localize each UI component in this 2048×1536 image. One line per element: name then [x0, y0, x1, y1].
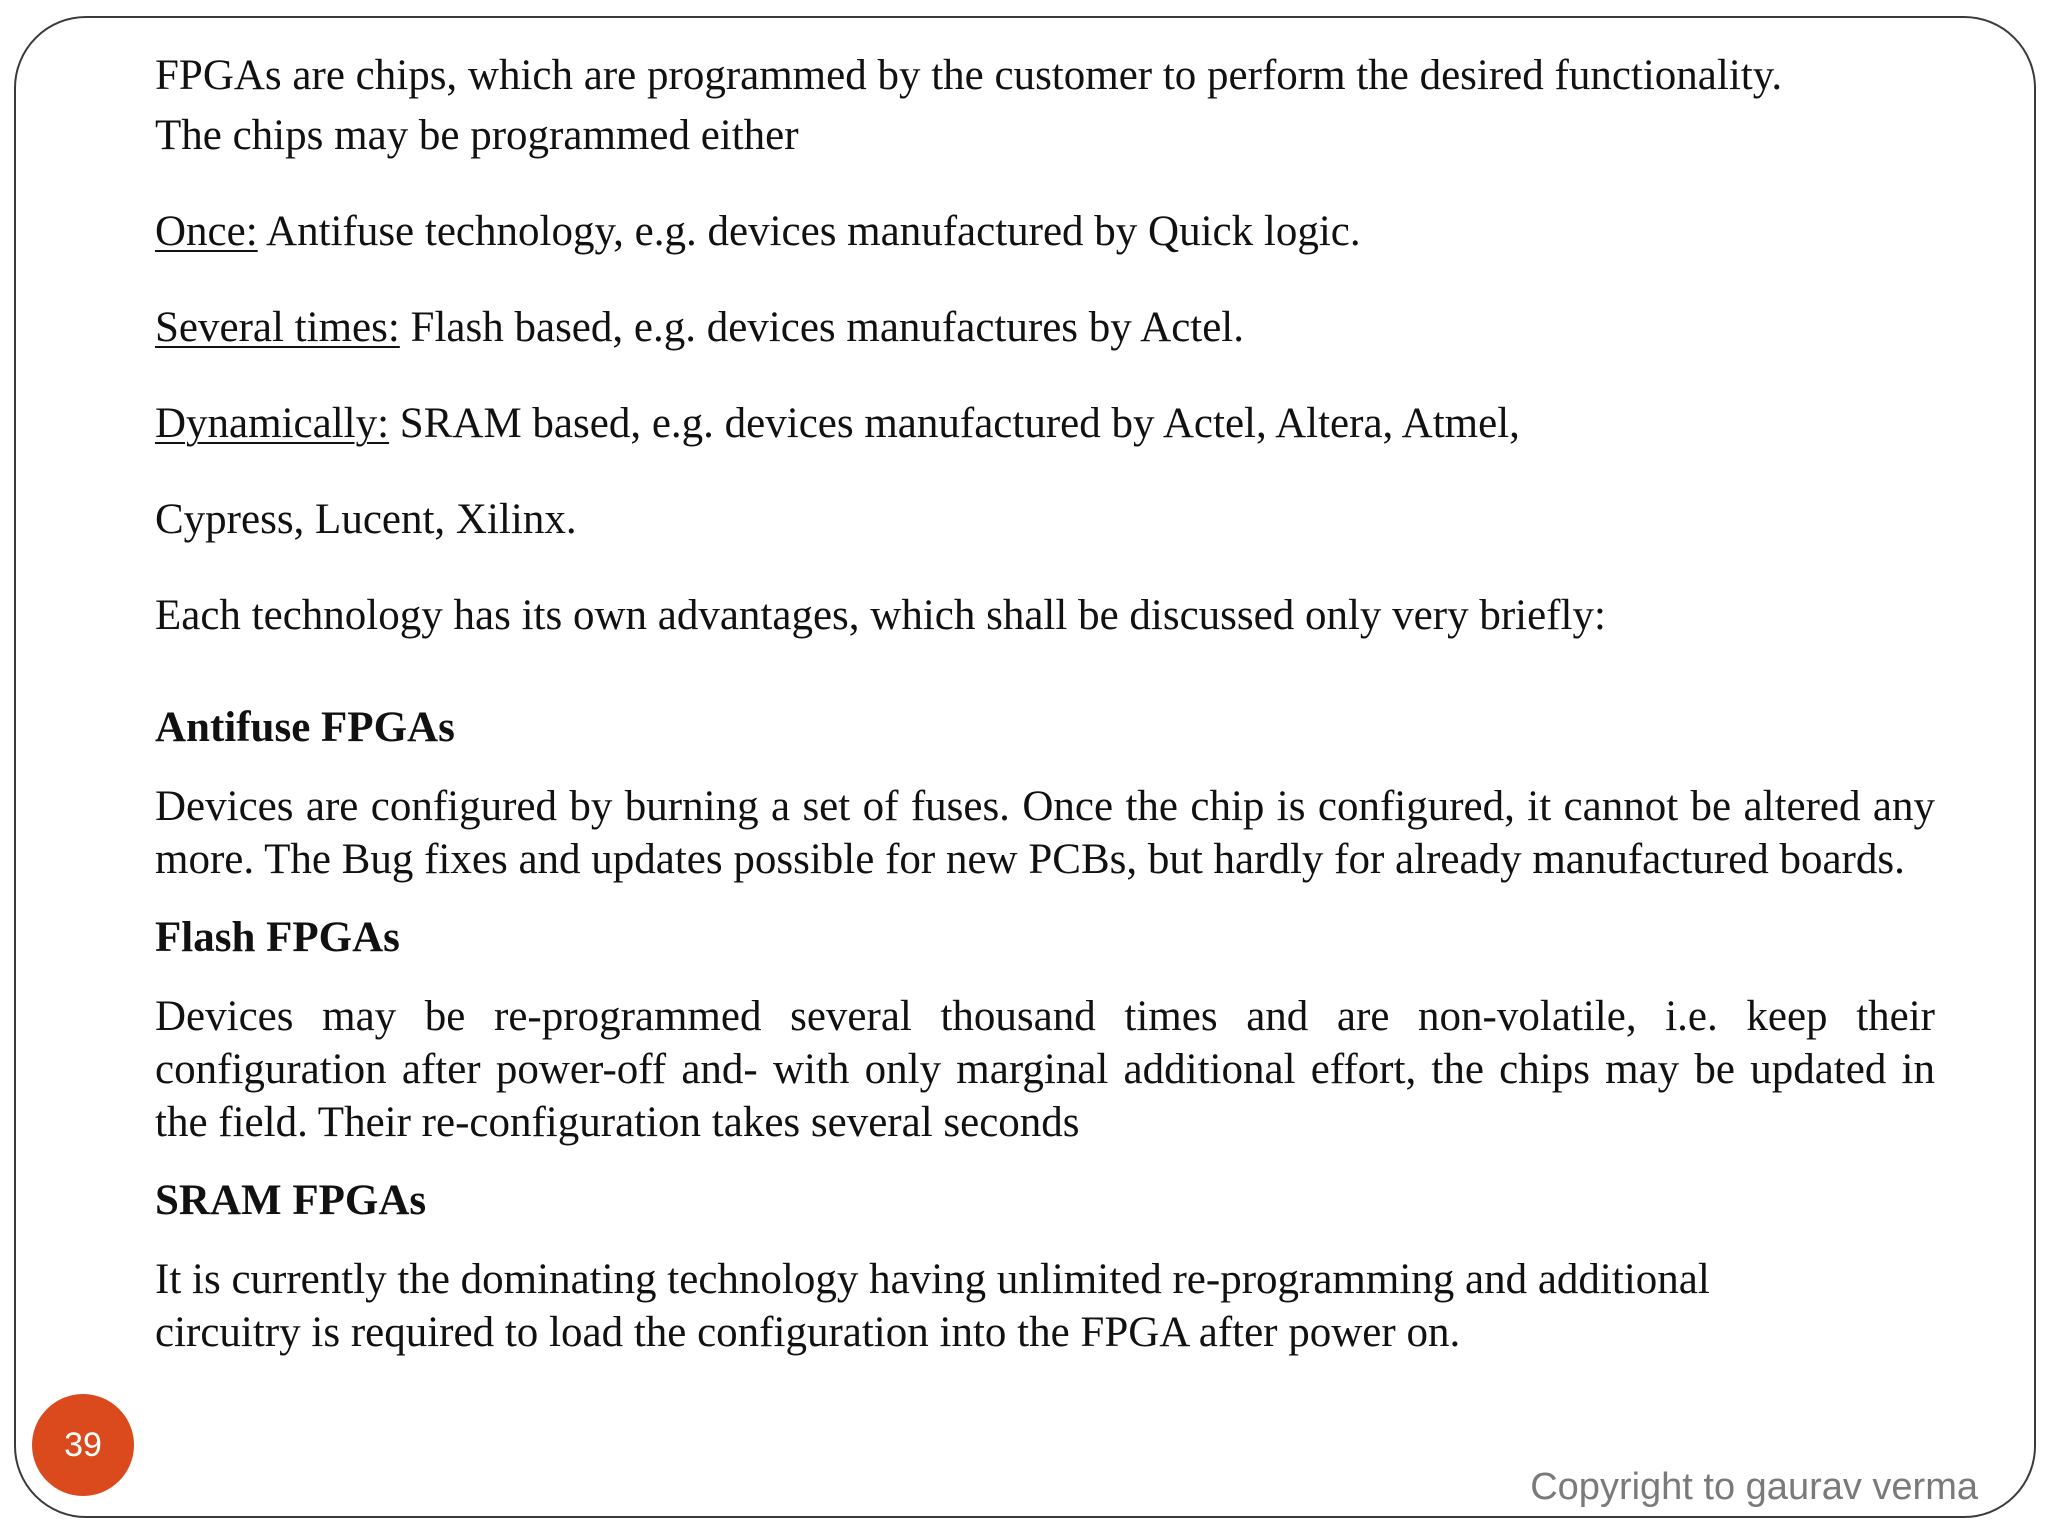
item-once: [155, 202, 1935, 262]
term-once: Once:: [155, 208, 258, 255]
heading-flash: Flash FPGAs: [155, 914, 400, 961]
body-sram-line-2: circuitry is required to load the configuration into the FPGA after power on.: [155, 1309, 1461, 1356]
page-number-badge: 39: [32, 1394, 134, 1496]
term-several-times: Several times:: [155, 304, 400, 351]
vendor-continuation: Cypress, Lucent, Xilinx.: [155, 496, 577, 543]
body-sram-line-1: It is currently the dominating technology having unlimited re-programming and additional: [155, 1256, 1710, 1303]
body-antifuse: Devices are configured by burning a set of fuses. Once the chip is configured, it cannot be altered any more. The Bug fixes and updates possible for new PCBs, but hardly for already manufactured boards.: [155, 783, 1935, 883]
heading-antifuse: Antifuse FPGAs: [155, 704, 455, 751]
text-several-times: Flash based, e.g. devices manufactures by Actel.: [399, 304, 1245, 351]
intro-line-2: The chips may be programmed either: [155, 112, 799, 159]
copyright-text: Copyright to gaurav verma: [1530, 1466, 1978, 1508]
heading-sram: SRAM FPGAs: [155, 1177, 427, 1224]
intro-line-1: FPGAs are chips, which are programmed by the customer to perform the desired functionality.: [155, 52, 1783, 99]
term-dynamically: Dynamically:: [155, 400, 390, 447]
slide-content: [155, 46, 1935, 1359]
item-several-times: [155, 298, 1935, 358]
text-dynamically: SRAM based, e.g. devices manufactured by Actel, Altera, Atmel,: [389, 400, 1520, 447]
summary-line: Each technology has its own advantages, which shall be discussed only very briefly:: [155, 592, 1606, 639]
body-flash: Devices may be re-programmed several thousand times and are non-volatile, i.e. keep their configuration after power-off and- with only marginal additional effort, the chips may be updated in the field. Their re-configuration takes several seconds: [155, 993, 1935, 1146]
item-dynamically: [155, 394, 1935, 454]
text-once: Antifuse technology, e.g. devices manufactured by Quick logic.: [257, 208, 1361, 255]
